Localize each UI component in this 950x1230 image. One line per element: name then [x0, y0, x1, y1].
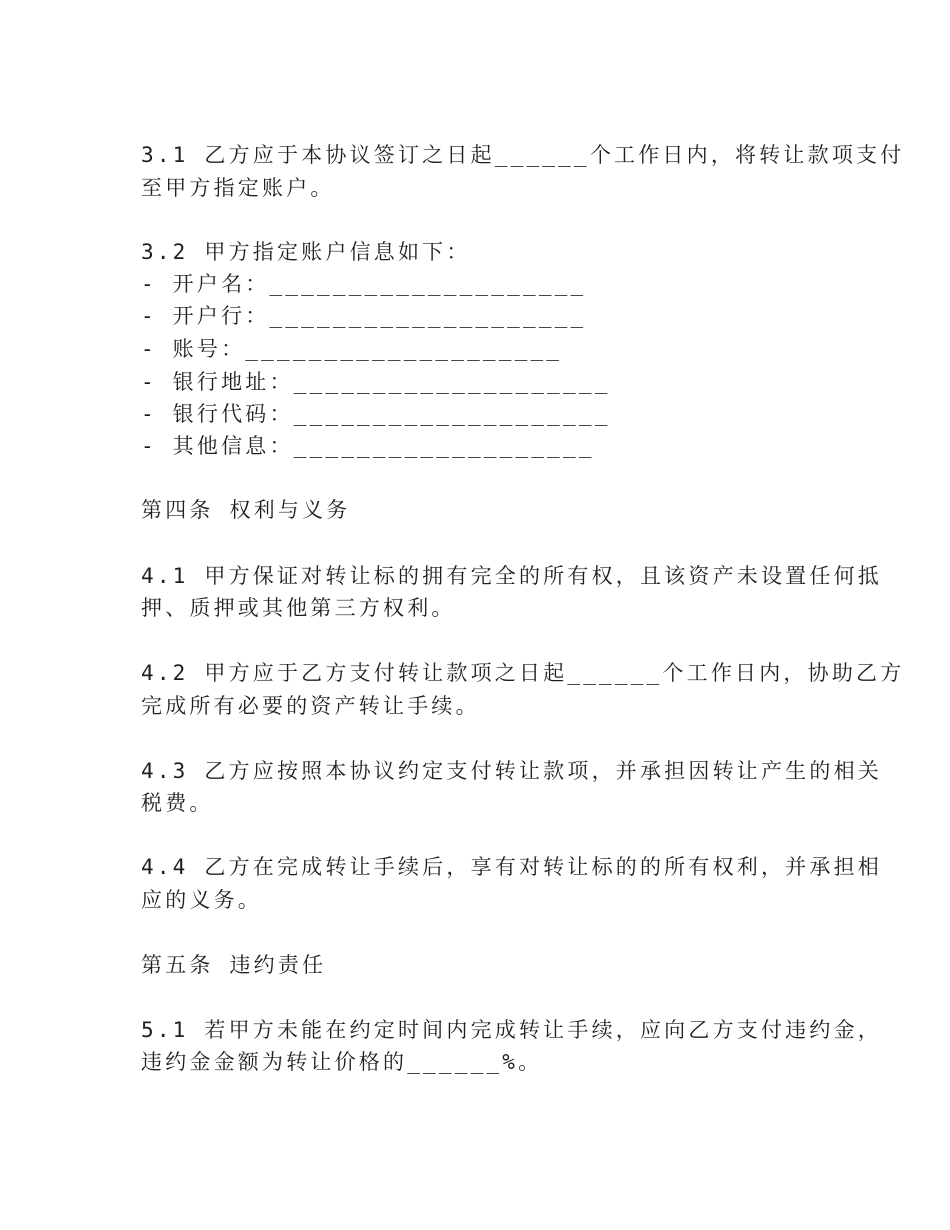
clause-4-1-line-1: 4.1 甲方保证对转让标的拥有完全的所有权，且该资产未设置任何抵 [141, 564, 882, 588]
article-5-heading: 第五条 违约责任 [141, 953, 327, 977]
account-field-bank-address: - 银行地址：____________________ [141, 370, 611, 394]
clause-4-4-line-1: 4.4 乙方在完成转让手续后，享有对转让标的的所有权利，并承担相 [141, 855, 882, 879]
account-field-bank: - 开户行：____________________ [141, 304, 587, 328]
clause-4-2-line-2: 完成所有必要的资产转让手续。 [141, 694, 480, 718]
article-4-heading: 第四条 权利与义务 [141, 498, 351, 522]
clause-3-1-line-2: 至甲方指定账户。 [141, 176, 335, 200]
clause-3-1-line-1: 3.1 乙方应于本协议签订之日起______个工作日内，将转让款项支付 [141, 143, 905, 167]
clause-4-4-line-2: 应的义务。 [141, 888, 262, 912]
clause-4-3-line-1: 4.3 乙方应按照本协议约定支付转让款项，并承担因转让产生的相关 [141, 759, 882, 783]
account-field-other-info: - 其他信息：___________________ [141, 434, 595, 458]
account-field-name: - 开户名：____________________ [141, 272, 587, 296]
clause-5-1-line-1: 5.1 若甲方未能在约定时间内完成转让手续，应向乙方支付违约金， [141, 1018, 882, 1042]
account-field-number: - 账号：____________________ [141, 337, 563, 361]
account-field-bank-code: - 银行代码：____________________ [141, 402, 611, 426]
clause-4-3-line-2: 税费。 [141, 791, 214, 815]
clause-5-1-line-2: 违约金金额为转让价格的______%。 [141, 1050, 543, 1074]
clause-4-2-line-1: 4.2 甲方应于乙方支付转让款项之日起______个工作日内，协助乙方 [141, 661, 905, 685]
clause-4-1-line-2: 押、质押或其他第三方权利。 [141, 596, 456, 620]
clause-3-2-title: 3.2 甲方指定账户信息如下： [141, 240, 471, 264]
